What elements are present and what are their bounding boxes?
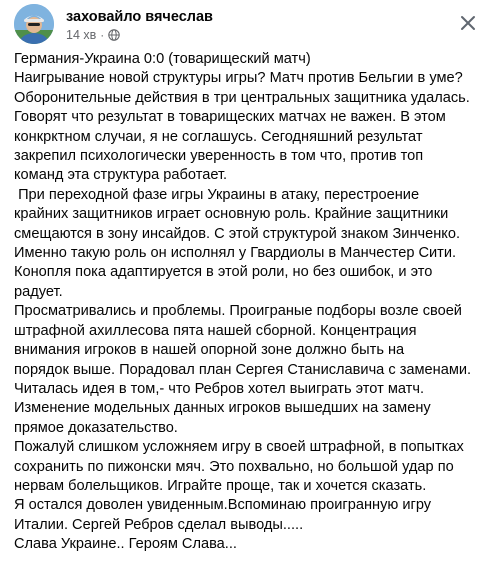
meta-separator: · [100,28,105,42]
post-meta [66,28,120,42]
author-name[interactable]: заховайло вячеслав [66,9,213,25]
close-button[interactable] [453,8,483,38]
avatar-photo [14,4,54,44]
post-time[interactable]: 14 хв [66,28,97,42]
post-header [14,4,483,46]
close-icon [460,15,476,31]
avatar[interactable] [14,4,54,44]
globe-icon [108,29,120,41]
post-body: Германия-Украина 0:0 (товарищеский матч) Наигрывание новой структуры игры? Матч против Бельгии в уме? Оборонительные действия в три центральных защитника удалась. Говорят что результат в товарищеских матчах не важен. В этом конкрктном случаи, я не соглашусь. Сегодняшний результат закрепил психологически уверенность в том что, против топ команд эта структура работает. При переходной фазе игры Украины в атаку, перестроение крайних защитников играет основную роль. Крайние защитники смещаются в зону инсайдов. С этой структурой знаком Зинченко. Именно такую роль он исполнял у Гвардиолы в Манчестер Сити. Конопля пока адаптируется в этой роли, но без ошибок, и это радует. Просматривались и проблемы. Проиграные подборы возле своей штрафной ахиллесова пята нашей сборной. Концентрация внимания игроков в нашей опорной зоне должно быть на порядок выше. Порадовал план Сергея Станиславича с заменами. Читалась идея в том,- что Ребров хотел выиграть этот матч. Изменение модельных данных игроков вышедших на замену прямое доказательство. Пожалуй слишком усложняем игру в своей штрафной, в попытках сохранить по пижонски мяч. Это похвально, но большой удар по нервам болельщиков. Играйте проще, так и хочется сказать. Я остался доволен увиденным.Вспоминаю проигранную игру Италии. Сергей Ребров сделал выводы..... Слава Украине.. Героям Слава... [14,51,472,553]
